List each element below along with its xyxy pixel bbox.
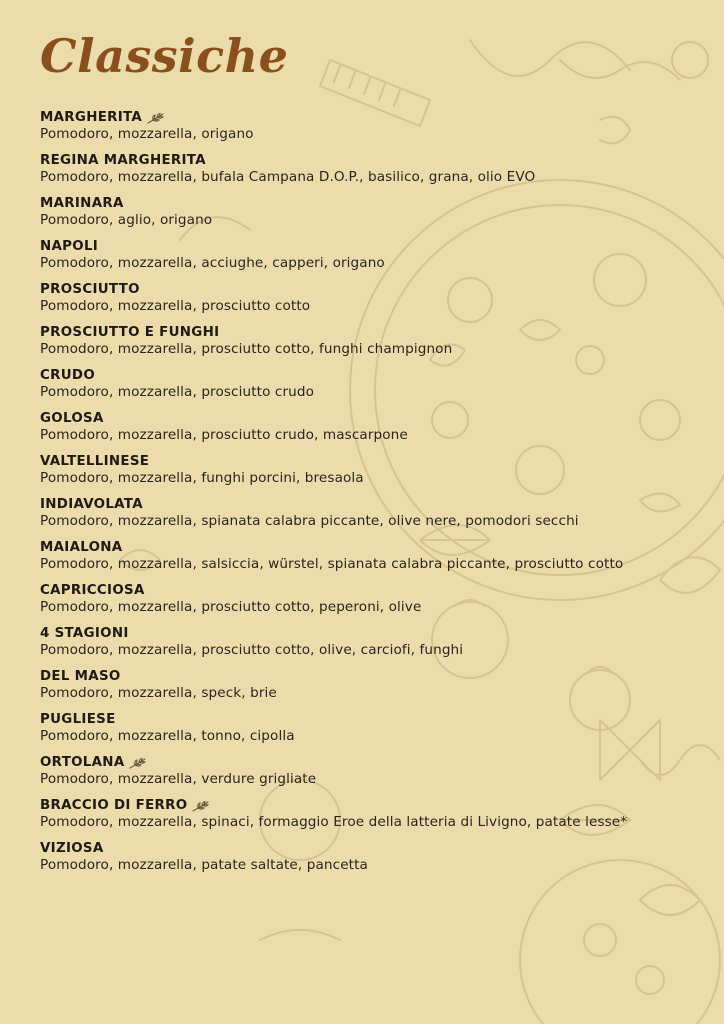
menu-item [40, 282, 633, 314]
pizza-ingredients: Pomodoro, mozzarella, prosciutto cotto, funghi champignon [40, 341, 453, 357]
pizza-name-text: PROSCIUTTO E FUNGHI [40, 325, 220, 340]
pizza-name-text: VIZIOSA [40, 841, 104, 856]
pizza-name [40, 325, 633, 341]
pizza-ingredients: Pomodoro, mozzarella, salsiccia, würstel, spianata calabra piccante, prosciutto cotto [40, 556, 624, 572]
pizza-name-text: ORTOLANA [40, 755, 125, 770]
pizza-name-text: PROSCIUTTO [40, 282, 140, 297]
pizza-name [40, 497, 633, 513]
pizza-name-text: MAIALONA [40, 540, 123, 555]
pizza-ingredients: Pomodoro, mozzarella, prosciutto cotto, olive, carciofi, funghi [40, 642, 464, 658]
pizza-name [40, 669, 633, 685]
menu-item [40, 583, 633, 615]
pizza-name [40, 798, 633, 814]
menu-item [40, 368, 633, 400]
menu-item [40, 110, 633, 142]
pizza-name [40, 454, 633, 470]
pizza-name-text: PUGLIESE [40, 712, 116, 727]
pizza-name-text: MARINARA [40, 196, 124, 211]
pizza-list [40, 110, 633, 873]
pizza-ingredients: Pomodoro, mozzarella, prosciutto cotto [40, 298, 311, 314]
pizza-name [40, 411, 633, 427]
menu-item [40, 411, 633, 443]
pizza-name-text: GOLOSA [40, 411, 104, 426]
menu-item [40, 540, 633, 572]
pizza-name-text: DEL MASO [40, 669, 121, 684]
leaf-icon [147, 112, 165, 124]
pizza-name-text: NAPOLI [40, 239, 99, 254]
pizza-ingredients: Pomodoro, mozzarella, acciughe, capperi, origano [40, 255, 385, 271]
pizza-name [40, 368, 633, 384]
pizza-ingredients: Pomodoro, mozzarella, verdure grigliate [40, 771, 317, 787]
menu-item [40, 626, 633, 658]
pizza-ingredients: Pomodoro, mozzarella, speck, brie [40, 685, 277, 701]
pizza-name [40, 110, 633, 126]
pizza-name-text: CRUDO [40, 368, 96, 383]
pizza-name-text: MARGHERITA [40, 110, 143, 125]
pizza-name [40, 239, 633, 255]
pizza-ingredients: Pomodoro, mozzarella, spianata calabra piccante, olive nere, pomodori secchi [40, 513, 579, 529]
pizza-name-text: VALTELLINESE [40, 454, 150, 469]
pizza-name-text: INDIAVOLATA [40, 497, 143, 512]
pizza-ingredients: Pomodoro, mozzarella, tonno, cipolla [40, 728, 295, 744]
pizza-name [40, 841, 633, 857]
pizza-ingredients: Pomodoro, mozzarella, patate saltate, pancetta [40, 857, 368, 873]
menu-item [40, 196, 633, 228]
menu-item [40, 454, 633, 486]
pizza-ingredients: Pomodoro, mozzarella, prosciutto cotto, peperoni, olive [40, 599, 422, 615]
menu-item [40, 153, 633, 185]
pizza-name-text: BRACCIO DI FERRO [40, 798, 188, 813]
pizza-name [40, 153, 633, 169]
pizza-ingredients: Pomodoro, mozzarella, origano [40, 126, 254, 142]
menu-item [40, 712, 633, 744]
menu-item [40, 755, 633, 787]
pizza-name-text: 4 STAGIONI [40, 626, 129, 641]
pizza-ingredients: Pomodoro, aglio, origano [40, 212, 213, 228]
pizza-name [40, 282, 633, 298]
pizza-name [40, 196, 633, 212]
pizza-name [40, 540, 633, 556]
menu-page [40, 28, 633, 884]
leaf-icon [192, 800, 210, 812]
pizza-ingredients: Pomodoro, mozzarella, spinaci, formaggio Eroe della latteria di Livigno, patate lesse* [40, 814, 628, 830]
leaf-icon [129, 757, 147, 769]
pizza-ingredients: Pomodoro, mozzarella, funghi porcini, bresaola [40, 470, 364, 486]
pizza-ingredients: Pomodoro, mozzarella, bufala Campana D.O.P., basilico, grana, olio EVO [40, 169, 536, 185]
pizza-ingredients: Pomodoro, mozzarella, prosciutto crudo [40, 384, 315, 400]
pizza-name [40, 755, 633, 771]
pizza-name [40, 712, 633, 728]
pizza-name-text: CAPRICCIOSA [40, 583, 145, 598]
menu-item [40, 497, 633, 529]
menu-item [40, 841, 633, 873]
menu-item [40, 239, 633, 271]
pizza-name [40, 583, 633, 599]
pizza-name-text: REGINA MARGHERITA [40, 153, 206, 168]
pizza-name [40, 626, 633, 642]
menu-item [40, 798, 633, 830]
menu-item [40, 325, 633, 357]
menu-item [40, 669, 633, 701]
pizza-ingredients: Pomodoro, mozzarella, prosciutto crudo, mascarpone [40, 427, 408, 443]
page-title: Classiche [40, 29, 289, 83]
